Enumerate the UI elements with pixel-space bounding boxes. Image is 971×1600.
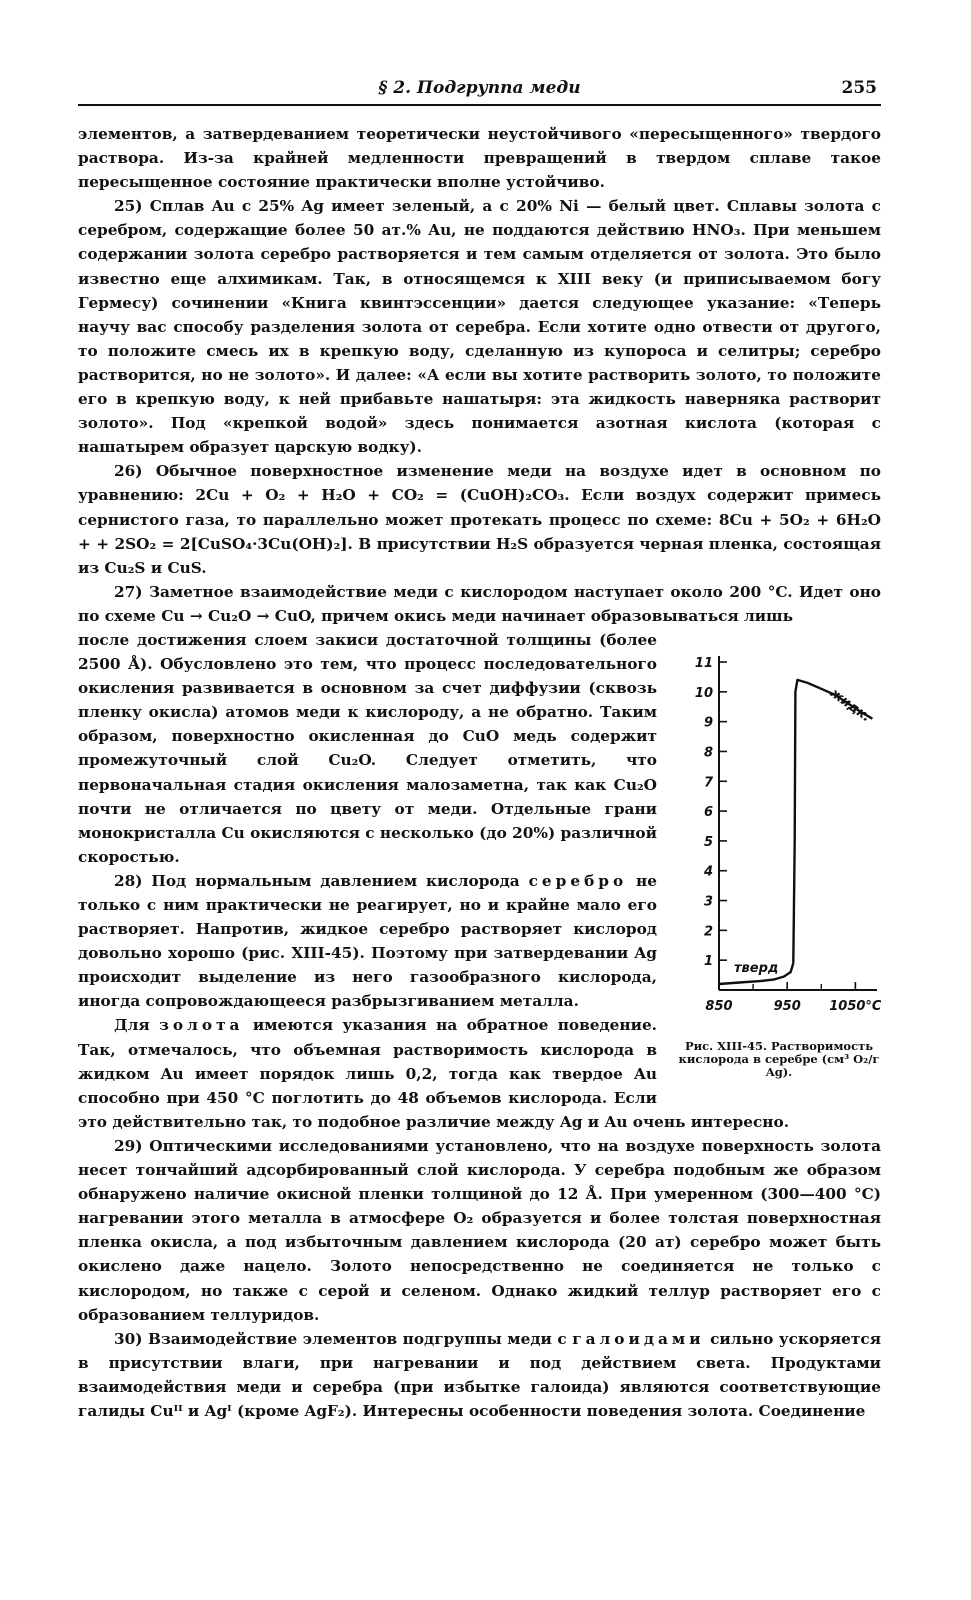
- paragraph-25: 25) Сплав Au с 25% Ag имеет зеленый, а с 20% Ni — белый цвет. Сплавы золота с серебром, содержащие более 50 ат.% Au, не поддаются действию HNO₃. При меньшем содержании золота серебро растворяется и тем самым отделяется от золота. Это было известно еще алхимикам. Так, в относящемся к XIII веку (и приписываемом богу Гермесу) сочинении «Книга квинтэссенции» дается следующее указание: «Теперь научу вас способу разделения золота от серебра. Если хотите одно отвести от другого, то положите смесь их в крепкую воду, сделанную из купороса и селитры; серебро растворится, но не золото». И далее: «А если вы хотите растворить золото, то положите его в крепкую воду, к ней прибавьте нашатыря: эта жидкость наверняка растворит золото». Под «крепкой водой» здесь понимается азотная кислота (которая с нашатырем образует царскую водку).: [78, 197, 881, 457]
- x-tick-label: 950: [773, 998, 801, 1014]
- y-tick-label: 6: [703, 805, 713, 821]
- y-tick-label: 1: [703, 954, 713, 970]
- y-tick-label: 2: [703, 924, 713, 940]
- paragraph-27: 27) Заметное взаимодействие меди с кислородом наступает около 200 °C. Идет оно по схеме Cu → Cu₂O → CuO, причем окись меди начинает образовываться лишь: [78, 582, 881, 625]
- y-tick-label: 11: [694, 655, 713, 671]
- oxygen-solubility-chart: [677, 632, 881, 1032]
- spaced-term-halogens: галоидами: [572, 1329, 705, 1348]
- text-run: 30) Взаимодействие элементов подгруппы меди с: [114, 1329, 573, 1348]
- y-tick-label: 3: [703, 894, 713, 910]
- text-run: имеются указания на обратное поведение. Так, отмечалось, что объемная растворимость кислорода в жидком Au имеет порядок лишь 0,2, тогда как твердое Au способно при 450 °C поглотить до 48 объемов кислорода. Если это действительно так, то подобное различие между Ag и Au очень интересно.: [78, 1016, 790, 1131]
- label-liquid: жидк.: [827, 685, 874, 726]
- paragraph-27-cont: после достижения слоем закиси достаточной толщины (более 2500 Å). Обусловлено это тем, что процесс последовательного окисления развивается в основном за счет диффузии (сквозь пленку окисла) атомов меди к кислороду, а не обратно. Таким образом, поверхностно окисленная до CuO медь содержит промежуточный слой Cu₂O. Следует отметить, что первоначальная стадия окисления малозаметна, так как Cu₂O почти не отличается по цвету от меди. Отдельные грани монокристалла Cu окисляются с несколько (до 20%) различной скоростью.: [78, 630, 657, 866]
- text-run: Для: [114, 1016, 160, 1035]
- y-tick-label: 7: [703, 775, 713, 791]
- y-tick-label: 9: [703, 715, 713, 731]
- text-run: не только с ним практически не реагирует, но и крайне мало его растворяет. Напротив, жидкое серебро растворяет кислород довольно хорошо (рис. XIII-45). Поэтому при затвердевании Ag происходит выделение из него газообразного кислорода, иногда сопровождающееся разбрызгиванием металла.: [78, 871, 657, 1011]
- y-tick-label: 4: [703, 864, 713, 880]
- running-header: [78, 76, 881, 106]
- spaced-term-gold: золота: [159, 1016, 244, 1035]
- section-title: § 2. Подгруппа меди: [378, 78, 581, 98]
- x-tick-label: 850: [705, 998, 733, 1014]
- text-run: 28) Под нормальным давлением кислорода: [114, 871, 529, 890]
- paragraph-30: [78, 1327, 881, 1423]
- paragraph-26: 26) Обычное поверхностное изменение меди на воздухе идет в основном по уравнению: 2Cu + O₂ + H₂O + CO₂ = (CuOH)₂CO₃. Если воздух содержит примесь сернистого газа, то параллельно может протекать процесс по схеме: 8Cu + 5O₂ + 6H₂O + + 2SO₂ = 2[CuSO₄·3Cu(OH)₂]. В присутствии H₂S образуется черная пленка, состоящая из Cu₂S и CuS.: [78, 462, 881, 577]
- paragraph: элементов, а затвердеванием теоретически неустойчивого «пересыщенного» твердого раствора. Из-за крайней медленности превращений в твердом сплаве такое пересыщенное состояние практически вполне устойчиво.: [78, 125, 881, 192]
- figure-caption: Рис. XIII-45. Растворимость кислорода в серебре (см³ O₂/г Ag).: [678, 1038, 880, 1079]
- label-solid: тверд: [734, 961, 779, 977]
- page-body: [78, 122, 881, 1423]
- y-tick-label: 10: [694, 685, 713, 701]
- y-tick-label: 8: [703, 745, 713, 761]
- x-tick-label: 1050°C: [829, 998, 881, 1014]
- spaced-term-silver: серебро: [528, 871, 628, 890]
- liquid-solubility-line: [793, 680, 872, 963]
- page-number: 255: [841, 78, 877, 98]
- figure-xiii-45: [677, 632, 881, 1102]
- text-run: сильно ускоряется в присутствии влаги, при нагревании и под действием света. Продуктами взаимодействия меди и серебра (при избытке галоида) являются соответствующие галиды Cuᴵᴵ и Agᴵ (кроме AgF₂). Интересны особенности поведения золота. Соединение: [78, 1329, 881, 1420]
- paragraph-29: 29) Оптическими исследованиями установлено, что на воздухе поверхность золота несет тончайший адсорбированный слой кислорода. У серебра подобным же образом обнаружено наличие окисной пленки толщиной до 12 Å. При умеренном (300—400 °C) нагревании этого металла в атмосфере O₂ образуется и более толстая поверхностная пленка окисла, а под избыточным давлением кислорода (20 ат) серебро может быть окислено даже нацело. Золото непосредственно не соединяется не только с кислородом, но также с серой и селеном. Однако жидкий теллур растворяет его с образованием теллуридов.: [78, 1136, 881, 1324]
- y-tick-label: 5: [703, 834, 713, 850]
